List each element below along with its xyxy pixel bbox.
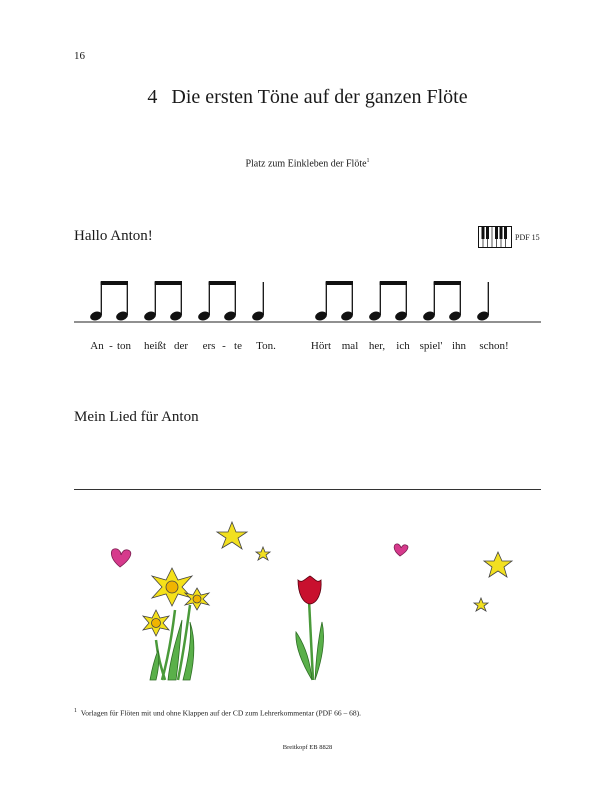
pdf-reference [478, 226, 548, 248]
pdf-reference-label: PDF 15 [515, 233, 540, 242]
star [474, 598, 488, 611]
song-title-mein-lied: Mein Lied für Anton [74, 409, 199, 425]
star [217, 522, 247, 549]
flute-placeholder-caption [0, 158, 615, 169]
lyric-syllable: der [173, 340, 189, 352]
star [256, 547, 270, 560]
lyric-syllable: ihn [451, 340, 467, 352]
publisher-footer: Breitkopf EB 8828 [282, 744, 333, 751]
rhythm-notation [0, 270, 615, 330]
chapter-title-text: Die ersten Töne auf der ganzen Flöte [171, 86, 468, 108]
heart [394, 544, 408, 556]
placeholder-caption-text: Platz zum Einkleben der Flöte [245, 158, 367, 170]
lyric-syllable: An [90, 340, 104, 352]
daffodils [143, 568, 209, 680]
lyric-syllable: - [109, 340, 113, 352]
lyric-syllable: Ton. [256, 340, 276, 352]
lyric-syllable: mal [341, 340, 359, 352]
lyric-syllable: te [234, 340, 242, 352]
lyric-syllable: ers [202, 340, 216, 352]
song-title-hallo-anton: Hallo Anton! [74, 228, 153, 244]
footnote-marker: 1 [74, 708, 77, 714]
lyric-syllable: spiel' [419, 340, 443, 352]
note-beam [155, 281, 182, 285]
lyric-syllable: ton [116, 340, 132, 352]
footnote-marker: 1 [366, 158, 370, 164]
note-beam [209, 281, 236, 285]
flowers-illustration [0, 510, 615, 690]
lyric-syllable: ich [396, 340, 410, 352]
notes [89, 281, 490, 322]
lyric-syllable: - [222, 340, 226, 352]
note-beam [434, 281, 461, 285]
piano-keyboard-icon [478, 226, 512, 248]
footnote [74, 708, 361, 718]
heart [111, 549, 130, 567]
tulip [296, 576, 324, 680]
lyric-syllable: her, [368, 340, 386, 352]
chapter-title [0, 86, 615, 109]
lyric-syllable: heißt [144, 340, 166, 352]
lyric-syllable: schon! [479, 340, 509, 352]
lyric-syllable: Hört [310, 340, 332, 352]
writing-line [74, 489, 541, 490]
chapter-number: 4 [147, 86, 158, 108]
page-number: 16 [74, 50, 85, 62]
note-beam [380, 281, 407, 285]
footnote-text: Vorlagen für Flöten mit und ohne Klappen auf der CD zum Lehrerkommentar (PDF 66 – 68). [80, 708, 361, 718]
star [484, 552, 512, 577]
note-beam [101, 281, 128, 285]
note-beam [326, 281, 353, 285]
